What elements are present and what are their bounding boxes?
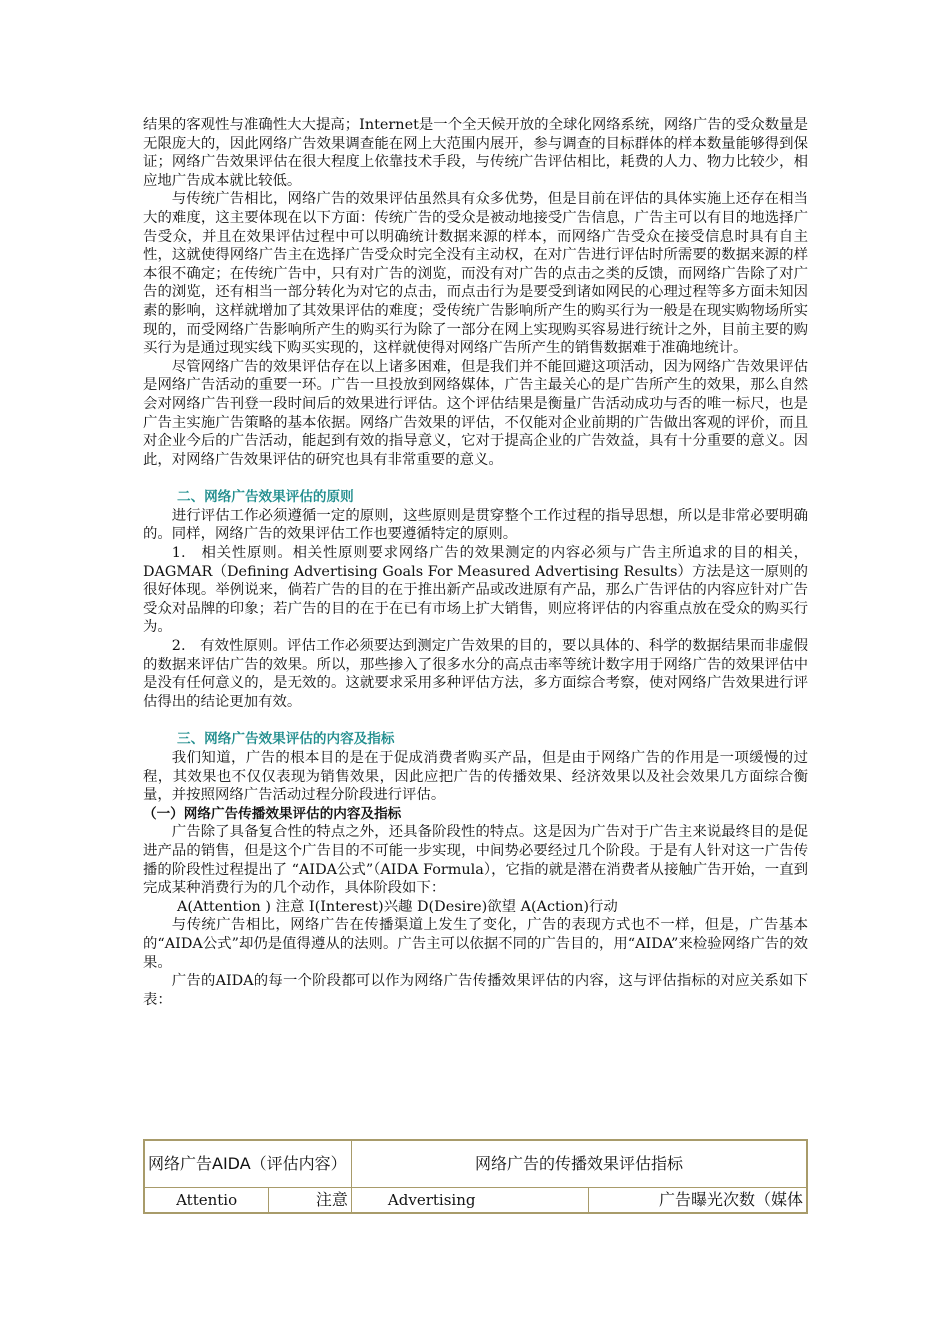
table-header-cell: 网络广告的传播效果评估指标	[351, 1140, 807, 1188]
paragraph: 广告的AIDA的每一个阶段都可以作为网络广告传播效果评估的内容，这与评估指标的对应关系如下表：	[143, 973, 808, 1008]
table-cell: Advertising	[351, 1188, 588, 1214]
table-cell: 注意	[269, 1188, 352, 1214]
paragraph: 与传统广告相比，网络广告的效果评估虽然具有众多优势，但是目前在评估的具体实施上还存在相当大的难度，这主要体现在以下方面：传统广告的受众是被动地接受广告信息，广告主可以有目的地选择广告受众，并且在效果评估过程中可以明确统计数据来源的样本，而网络广告受众在接受信息时具有自主性，这就使得网络广告主在选择广告受众时完全没有主动权，在对广告进行评估时所需要的数据来源的样本很不确定；在传统广告中，只有对广告的浏览，而没有对广告的点击之类的反馈，而网络广告除了对广告的浏览，还有相当一部分转化为对它的点击，而点击行为是要受到诸如网民的心理过程等多方面未知因素的影响，这样就增加了其效果评估的难度；受传统广告影响所产生的购买行为一般是在现实购物场所实现的，而受网络广告影响所产生的购买行为除了一部分在网上实现购买容易进行统计之外，目前主要的购买行为是通过现实线下购买实现的，这样就使得对网络广告所产生的销售数据难于准确地统计。	[143, 191, 808, 357]
table-header-row	[144, 1140, 807, 1188]
section-heading: 三、网络广告效果评估的内容及指标	[177, 731, 395, 748]
paragraph: 广告除了具备复合性的特点之外，还具备阶段性的特点。这是因为广告对于广告主来说最终目的是促进产品的销售，但是这个广告目的不可能一步实现，中间势必要经过几个阶段。于是有人针对这一广告传播的阶段性过程提出了 “AIDA公式”（AIDA Formula），它指的就是潜在消费者从接触广告开始，一直到完成某种消费行为的几个动作，具体阶段如下：	[143, 824, 808, 897]
paragraph: 进行评估工作必须遵循一定的原则，这些原则是贯穿整个工作过程的指导思想，所以是非常必要明确的。同样，网络广告的效果评估工作也要遵循特定的原则。	[143, 507, 808, 543]
section-heading: 二、网络广告效果评估的原则	[177, 489, 354, 506]
document-body	[143, 116, 808, 1009]
paragraph: 2. 有效性原则。评估工作必须要达到测定广告效果的目的，要以具体的、科学的数据结果而非虚假的数据来评估广告的效果。所以，那些掺入了很多水分的高点击率等统计数字用于网络广告的效果评估中是没有任何意义的，是无效的。这就要求采用多种评估方法，多方面综合考察，使对网络广告效果进行评估得出的结论更加有效。	[143, 638, 808, 710]
paragraph: 1. 相关性原则。相关性原则要求网络广告的效果测定的内容必须与广告主所追求的目的相关，DAGMAR（Defining Advertising Goals For Measured Advertising Results）方法是这一原则的很好体现。举例说来，倘若广告的目的在于推出新产品或改进原有产品，那么广告评估的内容应针对广告受众对品牌的印象；若广告的目的在于在已有市场上扩大销售，则应将评估的内容重点放在受众的购买行为。	[143, 545, 808, 636]
paragraph: 结果的客观性与准确性大大提高；Internet是一个全天候开放的全球化网络系统，网络广告的受众数量是无限庞大的，因此网络广告效果调查能在网上大范围内展开，参与调查的目标群体的样本数量能够得到保证；网络广告效果评估在很大程度上依靠技术手段，与传统广告评估相比，耗费的人力、物力比较少，相应地广告成本就比较低。	[143, 117, 808, 189]
table-cell: 广告曝光次数（媒体	[589, 1188, 807, 1214]
aida-indicator-table	[143, 1139, 808, 1214]
table-row	[144, 1188, 807, 1214]
paragraph: 与传统广告相比，网络广告在传播渠道上发生了变化，广告的表现方式也不一样，但是，广告基本的“AIDA公式”却仍是值得遵从的法则。广告主可以依据不同的广告目的，用“AIDA”来检验网络广告的效果。	[143, 917, 808, 971]
subsection-heading: （一）网络广告传播效果评估的内容及指标	[143, 805, 402, 822]
paragraph: 尽管网络广告的效果评估存在以上诸多困难，但是我们并不能回避这项活动，因为网络广告效果评估是网络广告活动的重要一环。广告一旦投放到网络媒体，广告主最关心的是广告所产生的效果，那么自然会对网络广告刊登一段时间后的效果进行评估。这个评估结果是衡量广告活动成功与否的唯一标尺，也是广告主实施广告策略的基本依据。网络广告效果的评估，不仅能对企业前期的广告做出客观的评价，而且对企业今后的广告活动，能起到有效的指导意义，它对于提高企业的广告效益，具有十分重要的意义。因此，对网络广告效果评估的研究也具有非常重要的意义。	[143, 358, 808, 468]
table-header-cell: 网络广告AIDA（评估内容）	[144, 1140, 351, 1188]
paragraph: 我们知道，广告的根本目的是在于促成消费者购买产品，但是由于网络广告的作用是一项缓慢的过程，其效果也不仅仅表现为销售效果，因此应把广告的传播效果、经济效果以及社会效果几方面综合衡量，并按照网络广告活动过程分阶段进行评估。	[143, 750, 808, 804]
table-cell: Attentio	[144, 1188, 269, 1214]
aida-formula-line: A(Attention ) 注意 I(Interest)兴趣 D(Desire)欲望 A(Action)行动	[177, 898, 618, 915]
